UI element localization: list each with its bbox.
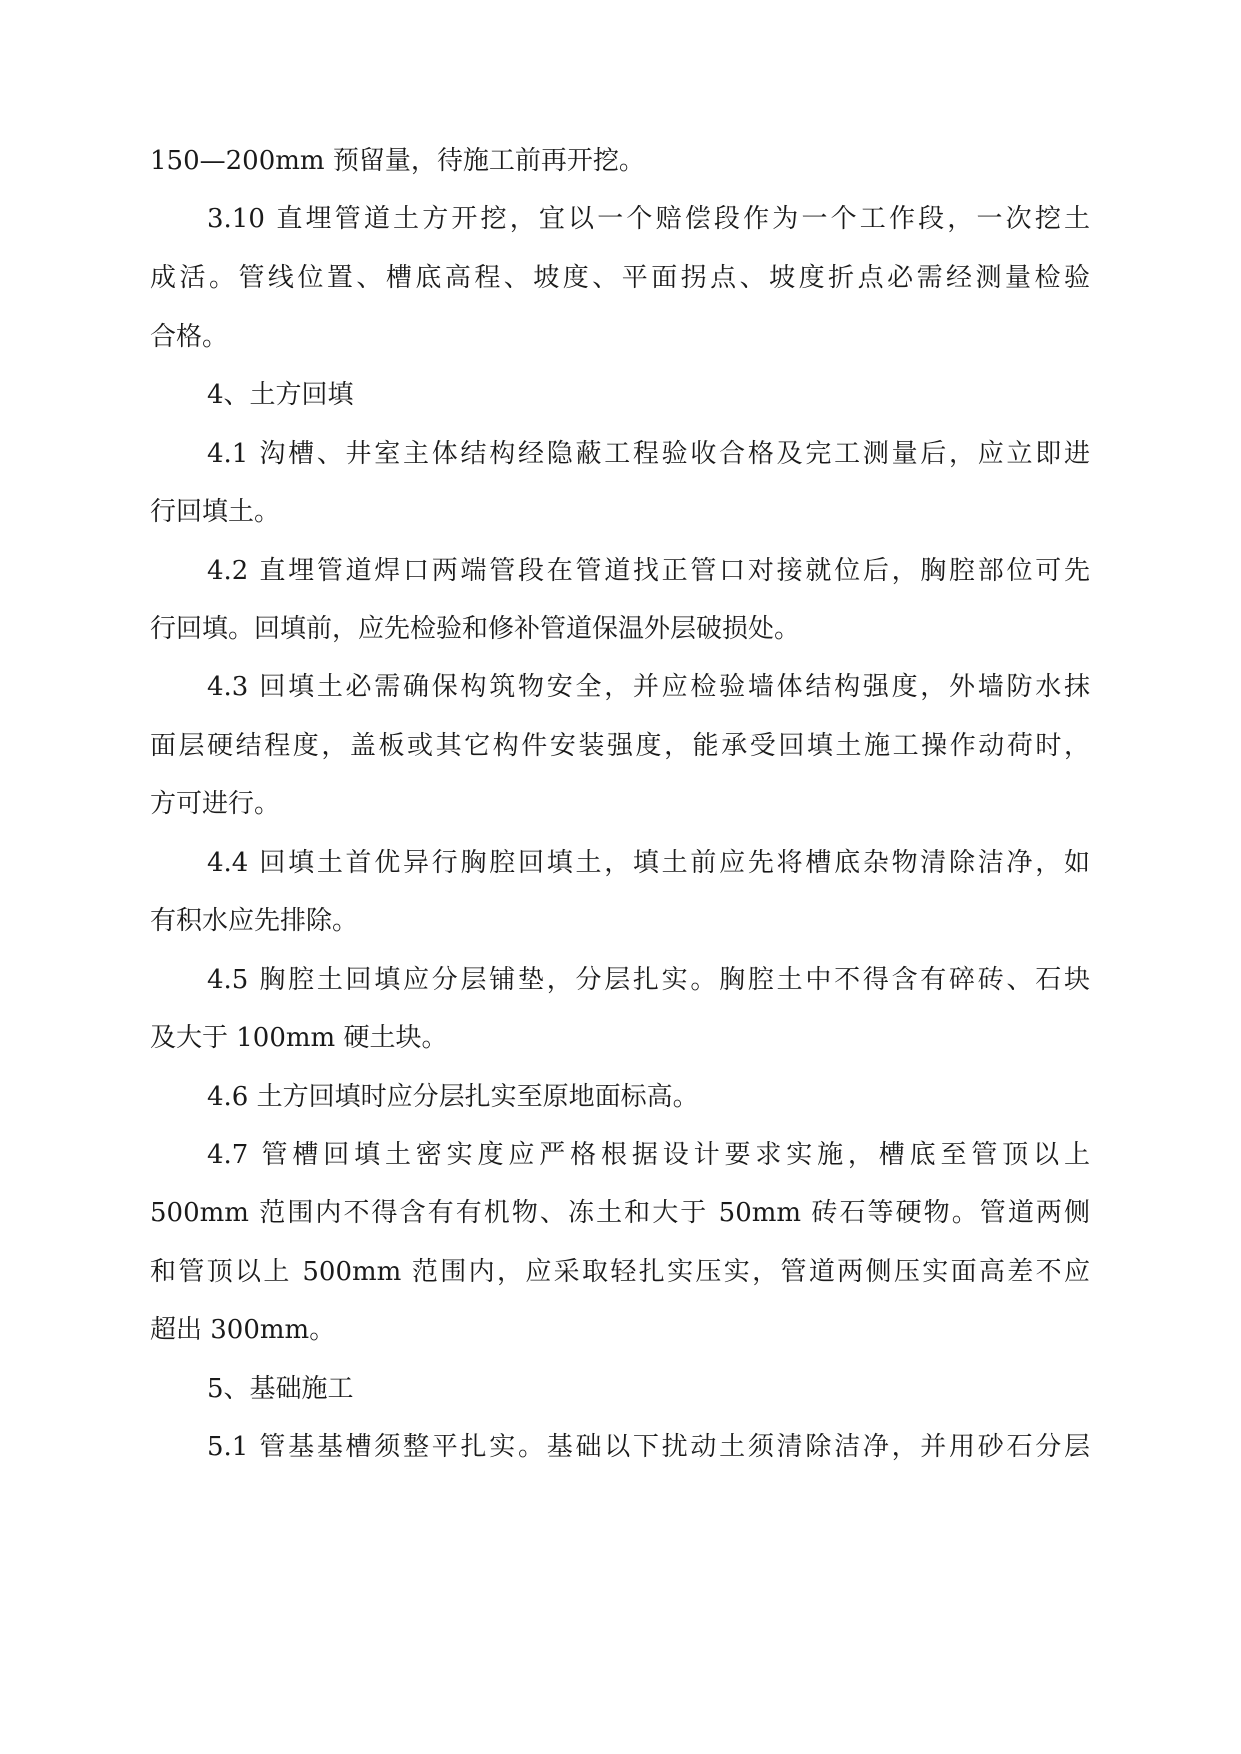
- text-line: 5.1 管基基槽须整平扎实。基础以下扰动土须清除洁净，并用砂石分层: [207, 1432, 1090, 1462]
- text-line: 500mm 范围内不得含有有机物、冻土和大于 50mm 砖石等硬物。管道两侧: [150, 1198, 1090, 1228]
- text-line: 3.10 直埋管道土方开挖，宜以一个赔偿段作为一个工作段，一次挖土: [207, 204, 1090, 234]
- text-line: 4.2 直埋管道焊口两端管段在管道找正管口对接就位后，胸腔部位可先: [207, 556, 1090, 586]
- text-line: 4.4 回填土首优异行胸腔回填土，填土前应先将槽底杂物清除洁净，如: [207, 848, 1090, 878]
- text-line: 合格。: [150, 322, 229, 352]
- text-line: 成活。管线位置、槽底高程、坡度、平面拐点、坡度折点必需经测量检验: [150, 263, 1090, 293]
- text-line: 方可进行。: [150, 789, 281, 819]
- text-line: 150—200mm 预留量，待施工前再开挖。: [150, 146, 645, 176]
- text-line: 4.1 沟槽、井室主体结构经隐蔽工程验收合格及完工测量后，应立即进: [207, 439, 1090, 469]
- text-line: 有积水应先排除。: [150, 906, 359, 936]
- text-line: 超出 300mm。: [150, 1315, 336, 1345]
- text-line: 4.5 胸腔土回填应分层铺垫，分层扎实。胸腔土中不得含有碎砖、石块: [207, 965, 1090, 995]
- section-heading: 5、基础施工: [207, 1374, 354, 1404]
- text-line: 行回填土。: [150, 497, 281, 527]
- text-line: 4.7 管槽回填土密实度应严格根据设计要求实施，槽底至管顶以上: [207, 1140, 1090, 1170]
- text-line: 4.6 土方回填时应分层扎实至原地面标高。: [207, 1082, 699, 1112]
- text-line: 行回填。回填前，应先检验和修补管道保温外层破损处。: [150, 614, 801, 644]
- text-line: 面层硬结程度，盖板或其它构件安装强度，能承受回填土施工操作动荷时，: [150, 731, 1090, 761]
- text-line: 4.3 回填土必需确保构筑物安全，并应检验墙体结构强度，外墙防水抹: [207, 672, 1090, 702]
- section-heading: 4、土方回填: [207, 380, 354, 410]
- text-line: 及大于 100mm 硬土块。: [150, 1023, 448, 1053]
- text-line: 和管顶以上 500mm 范围内，应采取轻扎实压实，管道两侧压实面高差不应: [150, 1257, 1090, 1287]
